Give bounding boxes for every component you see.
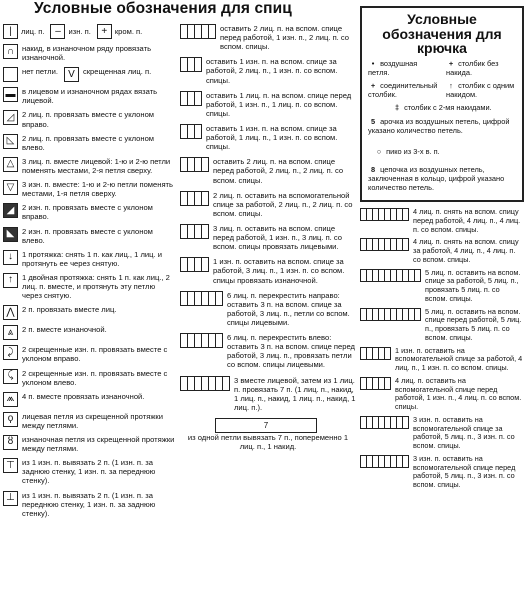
legend-item: ◣ 2 изн. п. провязать вместе с уклоном влево. (3, 227, 175, 245)
picot-item: ○ пико из 3-х в. п. (374, 148, 514, 157)
yarn-over-icon: ∩ (3, 44, 18, 59)
double-crochet-icon: ↑ (449, 81, 453, 90)
legend-item: оставить 1 изн. п. на вспом. спице за работой, 1 лиц. п., 1 изн. п. со вспом. спицы. (180, 124, 356, 151)
cable-5-icon (360, 347, 391, 360)
legend-item: 1 изн. п. оставить на вспом. спице за работой, 3 лиц. п., 1 изн. п. со вспом. спицы провязать изнаночной. (180, 257, 356, 284)
cable-8-icon (360, 416, 409, 429)
legend-item: оставить 1 изн. п. на вспом. спице за работой, 2 лиц. п., 1 изн. п. со вспом. спицы. (180, 57, 356, 84)
legend-item: ⤹ 2 скрещенные изн. п. провязать вместе с уклоном влево. (3, 369, 175, 387)
legend-item: ∩ накид, в изнаночном ряду провязать изнаночной. (3, 44, 175, 62)
twisted-p2tog-left-icon: ⤹ (3, 369, 18, 384)
twisted-knit-icon: V (64, 67, 79, 82)
legend-item: 4 лиц. п. снять на вспом. спицу за работой, 4 лиц. п., 4 лиц. п. со вспом. спицы. (360, 238, 524, 264)
cable-4-icon (180, 191, 209, 206)
cable-3-icon (180, 91, 202, 106)
legend-item: ȣ изнаночная петля из скрещенной протяжки между петлями. (3, 435, 175, 453)
treble-crochet-item: ‡ столбик с 2-мя накидами. (392, 104, 517, 113)
legend-item: △ 3 лиц. п. вместе лицевой: 1-ю и 2-ю петли поменять местами, 2-я петля сверху. (3, 157, 175, 175)
k2tog-right-icon: ◿ (3, 110, 18, 125)
slip-stitch-item: + соединительный столбик. (368, 81, 438, 99)
twisted-p2tog-right-icon: ⤸ (3, 345, 18, 360)
cable-symbols-column (180, 24, 356, 457)
legend-item: 2 лиц. п. оставить на вспомогательной спице за работой, 2 лиц. п., 2 лиц. п. со вспом. спицы. (180, 191, 356, 218)
increase-front-icon: ⊥ (3, 491, 18, 506)
cable-10-icon (360, 308, 421, 321)
p4tog-icon: ⩕ (3, 392, 18, 407)
crochet-legend-title: Условные обозначения для крючка (382, 11, 502, 57)
legend-item: 3 изн. п. оставить на вспомогательной спице за работой, 5 лиц. п., 3 изн. п. со вспом. спицы. (360, 416, 524, 451)
legend-item: оставить 1 лиц. п. на вспом. спице перед работой, 1 изн. п., 1 лиц. п. со вспом. спицы. (180, 91, 356, 118)
legend-item: 1 изн. п. оставить на вспомогательной спице за работой, 4 лиц. п., 1 изн. п. со вспом. спицы. (360, 347, 524, 373)
cable-4-icon (180, 157, 209, 172)
chain-ring-icon: 8 (370, 165, 376, 174)
cable-3-icon (180, 57, 202, 72)
legend-item: 6 лиц. п. перекрестить направо: оставить 3 п. на вспом. спице за работой, 3 лиц. п., петли со вспом. спицы лицевыми. (180, 291, 356, 327)
legend-item: ▽ 3 изн. п. вместе: 1-ю и 2-ю петли поменять местами, 1-я петля сверху. (3, 180, 175, 198)
cable-8-icon (360, 208, 409, 221)
chain-ring-item: 8 цепочка из воздушных петель, заключенная в кольцо, цифрой указано количество петель. (368, 165, 505, 192)
legend-item: 4 лиц. п. оставить на вспомогательной спице перед работой, 1 изн. п., 4 лиц. п. со вспом. спицы. (360, 377, 524, 412)
legend-item: 3 вместе лицевой, затем из 1 лиц. п. провязать 7 п. (1 лиц. п., накид, 1 лиц. п., накид, 1 лиц. п., накид, 1 лиц. п.). (180, 376, 356, 412)
increase-7-icon: 7 (215, 418, 317, 433)
wide-cable-column (360, 208, 524, 494)
basic-symbols-column (3, 24, 175, 523)
legend-item: 3 лиц. п. оставить на вспом. спице перед работой, 1 изн. п., 3 лиц. п. со вспом. спицы провязать лицевыми. (180, 224, 356, 251)
legend-item: 7 из одной петли вывязать 7 п., попеременно 1 лиц. п., 1 накид. (180, 418, 356, 451)
legend-item: оставить 2 лиц. п. на вспом. спице перед работой, 2 лиц. п., 2 лиц. п. со вспом. спицы. (180, 157, 356, 184)
cable-5-icon (360, 377, 391, 390)
slip-pass-icon: ↓ (3, 250, 18, 265)
legend-item: ◿ 2 лиц. п. провязать вместе с уклоном вправо. (3, 110, 175, 128)
legend-item: ◺ 2 лиц. п. провязать вместе с уклоном влево. (3, 134, 175, 152)
legend-item: ⋀ 2 п. провязать вместе лиц. (3, 305, 175, 320)
double-slip-icon: ↑ (3, 273, 18, 288)
make-one-purl-icon: ȣ (3, 435, 18, 450)
garter-icon: ▬ (3, 87, 18, 102)
legend-item: 3 изн. п. оставить на вспомогательной спице перед работой, 5 лиц. п., 3 изн. п. со вспом. спицы. (360, 455, 524, 490)
cable-8-icon (360, 455, 409, 468)
legend-item: ↑ 1 двойная протяжка: снять 1 п. как лиц., 2 лиц. п. вместе, и протянуть эту петлю через снятую. (3, 273, 175, 300)
cable-8-icon (360, 238, 409, 251)
cable-5-icon (180, 24, 216, 39)
legend-item: ⤸ 2 скрещенные изн. п. провязать вместе с уклоном вправо. (3, 345, 175, 363)
legend-item: ϙ лицевая петля из скрещенной протяжки между петлями. (3, 412, 175, 430)
vertical-bar-icon: | (3, 24, 18, 39)
slip-stitch-icon: + (370, 81, 376, 90)
p2tog-left-icon: ◣ (3, 227, 18, 242)
legend-item: ◢ 2 изн. п. провязать вместе с уклоном вправо. (3, 203, 175, 221)
crochet-legend-box (360, 6, 524, 202)
k2tog-icon: ⋀ (3, 305, 18, 320)
p2tog-icon: ⩓ (3, 325, 18, 340)
legend-item: ▬ в лицевом и изнаночном рядах вязать лицевой. (3, 87, 175, 105)
cable-3-icon (180, 124, 202, 139)
chain-dot-icon: • (371, 59, 375, 68)
chain-arch-item: 5 арочка из воздушных петель, цифрой указано количество петель. (368, 117, 510, 135)
treble-crochet-icon: ‡ (394, 103, 400, 112)
legend-item: 5 лиц. п. оставить на вспом. спице перед работой, 5 лиц. п., провязать 5 лиц. п. со вспом. спицы. (360, 308, 524, 343)
plus-icon: + (97, 24, 112, 39)
empty-square-icon (3, 67, 18, 82)
single-crochet-icon: + (448, 59, 454, 68)
increase-back-icon: ⊤ (3, 458, 18, 473)
k2tog-left-icon: ◺ (3, 134, 18, 149)
legend-item: 4 лиц. п. снять на вспом. спицу перед работой, 4 лиц. п., 4 лиц. п. со вспом. спицы. (360, 208, 524, 234)
double-crochet-item: ↑ столбик с одним накидом. (446, 81, 515, 99)
cable-4-icon (180, 224, 209, 239)
p2tog-right-icon: ◢ (3, 203, 18, 218)
cable-4-icon (180, 257, 209, 272)
chain-arch-icon: 5 (370, 117, 376, 126)
legend-item: ↓ 1 протяжка: снять 1 п. как лиц., 1 лиц. и протянуть ее через снятую. (3, 250, 175, 268)
dash-icon: – (50, 24, 65, 39)
legend-item: 5 лиц. п. оставить на вспом. спице за работой, 5 лиц. п., провязать 5 лиц. п. со вспом. спицы. (360, 269, 524, 304)
legend-item: 6 лиц. п. перекрестить влево: оставить 3 п. на вспом. спице перед работой, 3 лиц. п., провязать петли со вспом. спицы лицевыми. (180, 333, 356, 369)
cluster-7-icon (180, 376, 230, 391)
legend-item: ⊤ из 1 изн. п. вывязать 2 п. (1 изн. п. за заднюю стенку, 1 изн. п. за переднюю стенку). (3, 458, 175, 485)
k3tog-icon: △ (3, 157, 18, 172)
picot-icon: ○ (376, 147, 382, 156)
legend-item: ⩕ 4 п. вместе провязать изнаночной. (3, 392, 175, 407)
p3tog-icon: ▽ (3, 180, 18, 195)
legend-item: ⩓ 2 п. вместе изнаночной. (3, 325, 175, 340)
cable-6-icon (180, 291, 223, 306)
cable-6-icon (180, 333, 223, 348)
single-crochet-item: + столбик без накида. (446, 59, 499, 77)
cable-10-icon (360, 269, 421, 282)
basic-stitch-row: | лиц. п. – изн. п. + кром. п. (3, 24, 175, 39)
legend-item: нет петли. V скрещенная лиц. п. (3, 67, 175, 82)
make-one-knit-icon: ϙ (3, 412, 18, 427)
chain-stitch-item: • воздушная петля. (368, 59, 418, 77)
legend-item: оставить 2 лиц. п. на вспом. спице перед работой, 1 изн. п., 2 лиц. п. со вспом. спицы. (180, 24, 356, 51)
knitting-legend-title: Условные обозначения для спиц (34, 0, 292, 17)
legend-item: ⊥ из 1 изн. п. вывязать 2 п. (1 изн. п. за переднюю стенку, 1 изн. п. за заднюю стенку). (3, 491, 175, 518)
